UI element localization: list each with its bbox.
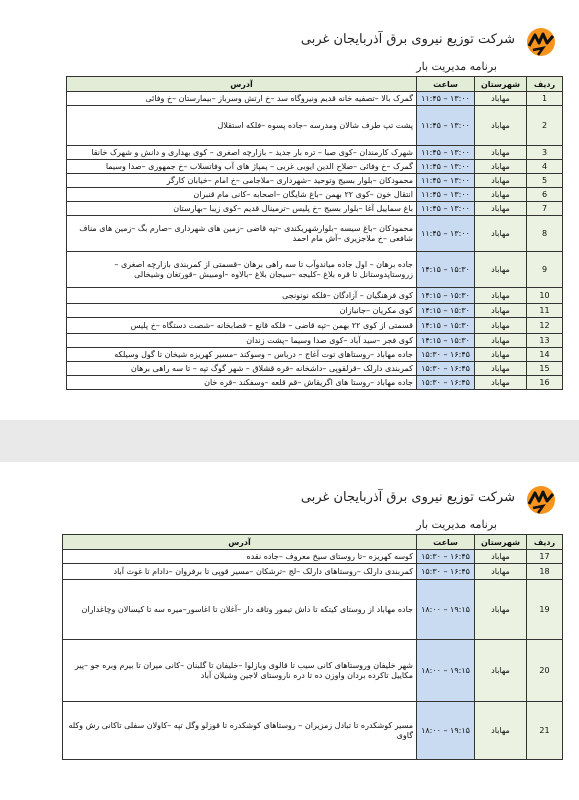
row-address: جاده برهان – اول جاده میاندوآب تا سه راهی برهان –قسمتی از کمربندی بازارچه اصغری –زروستاپدوستانل تا قره بلاغ –کلیجه –سیجان بلاغ –بالاوه –اومبیش –قورتغان وشیخالی	[67, 252, 417, 288]
header-index: ردیف	[527, 535, 563, 550]
row-address: شهر خلیفان وروستاهای کانی سیب تا قالوی وبازلوا –خلیفان تا گلبنان –کانی میران تا بیرم وبره جو –پیر مکاییل تاکرده بردان واوزن ده تا دره ناروستای لاجین وشیلان آباد	[63, 640, 417, 702]
row-index: 14	[527, 348, 563, 362]
table-header-row	[67, 77, 563, 92]
row-city: مهاباد	[475, 106, 527, 146]
row-city: مهاباد	[475, 304, 527, 318]
row-address: جاده مهاباد از روستای کیتکه تا داش تیمور وتاقه دار –آغلان تا اغاسور–میره سه تا کیسالان وچاغداران	[63, 580, 417, 640]
row-time: ۱۴:۱۵ – ۱۵:۳۰	[417, 288, 475, 304]
row-city: مهاباد	[475, 92, 527, 106]
row-address: کمربندی دارلک –روستاهای دارلک –لج –ترشکان –مسیر قوپی تا برفروان –دادام تا غوث آباد	[63, 564, 417, 580]
row-city: مهاباد	[475, 640, 527, 702]
row-address: کوی فجر –سید آباد –کوی صدا وسیما –پشت زندان	[67, 334, 417, 348]
row-index: 12	[527, 318, 563, 334]
table-row	[67, 288, 563, 304]
table-body	[63, 550, 563, 760]
table-row	[67, 174, 563, 188]
table-row	[67, 106, 563, 146]
row-address: محمودکان –بلوار بسیج وتوحید –شهرداری –ملاجامی –خ امام –خیابان کارگر	[67, 174, 417, 188]
row-index: 7	[527, 202, 563, 216]
table-row	[63, 640, 563, 702]
row-city: مهاباد	[475, 376, 527, 390]
row-time: ۱۱:۴۵ – ۱۳:۰۰	[417, 160, 475, 174]
row-index: 11	[527, 304, 563, 318]
row-time: ۱۵:۳۰ – ۱۶:۴۵	[417, 564, 475, 580]
header-city: شهرستان	[475, 77, 527, 92]
document-page-2	[0, 462, 579, 800]
row-index: 5	[527, 174, 563, 188]
row-time: ۱۵:۳۰ – ۱۶:۴۵	[417, 376, 475, 390]
company-name: شرکت توزیع نیروی برق آذربایجان غربی	[300, 490, 515, 505]
row-index: 10	[527, 288, 563, 304]
row-address: باغ سماییل آغا –بلوار بسیج –خ پلیس –ترمینال قدیم –کوی زیبا –بهارستان	[67, 202, 417, 216]
row-time: ۱۴:۱۵ – ۱۵:۳۰	[417, 334, 475, 348]
row-address: جاده مهاباد –روستا های اگریقاش –قم قلعه –وسفکند –قره خان	[67, 376, 417, 390]
row-time: ۱۴:۱۵ – ۱۵:۳۰	[417, 252, 475, 288]
row-time: ۱۴:۱۵ – ۱۵:۳۰	[417, 304, 475, 318]
row-city: مهاباد	[475, 550, 527, 564]
row-index: 17	[527, 550, 563, 564]
row-time: ۱۸:۰۰ – ۱۹:۱۵	[417, 702, 475, 760]
row-time: ۱۴:۱۵ – ۱۵:۳۰	[417, 318, 475, 334]
row-address: کوی فرهنگیان – آزادگان –فلکه نونونجی	[67, 288, 417, 304]
table-row	[67, 334, 563, 348]
row-address: قسمتی از کوی ۲۲ بهمن –تپه قاضی – فلکه قانع – قصابخانه –شصت دستگاه –خ پلیس	[67, 318, 417, 334]
table-row	[67, 216, 563, 252]
table-row	[67, 202, 563, 216]
table-row	[67, 348, 563, 362]
table-row	[67, 318, 563, 334]
row-city: مهاباد	[475, 564, 527, 580]
table-row	[67, 146, 563, 160]
row-address: شهرک کارمندان –کوی صبا – تره بار جدید – بازارچه اصغری – کوی بهداری و دانش و شهرک خانقا	[67, 146, 417, 160]
document-subtitle: برنامه مدیریت بار	[416, 60, 497, 73]
row-time: ۱۸:۰۰ – ۱۹:۱۵	[417, 640, 475, 702]
header-address: آدرس	[63, 535, 417, 550]
row-city: مهاباد	[475, 362, 527, 376]
row-address: محمودکان –باغ سیسه –بلوارشهریکندی –تپه قاضی –زمین های شهرداری –صارم بگ –زمین های مناف شافعی –خ ملاجزیری –آش مام احمد	[67, 216, 417, 252]
table-row	[67, 92, 563, 106]
row-city: مهاباد	[475, 318, 527, 334]
document-subtitle: برنامه مدیریت بار	[416, 518, 497, 531]
header-index: ردیف	[527, 77, 563, 92]
table-body	[67, 92, 563, 390]
row-time: ۱۱:۴۵ – ۱۳:۰۰	[417, 106, 475, 146]
row-index: 8	[527, 216, 563, 252]
row-index: 9	[527, 252, 563, 288]
row-address: مسیر کوشکدره تا تبادل زمزیران – روستاهای کوشکدره تا قوزلو وگل تپه –کاولان سفلی تاکانی رش وکله گاوی	[63, 702, 417, 760]
header-time: ساعت	[417, 535, 475, 550]
row-index: 3	[527, 146, 563, 160]
company-name: شرکت توزیع نیروی برق آذربایجان غربی	[300, 32, 515, 47]
row-time: ۱۸:۰۰ – ۱۹:۱۵	[417, 580, 475, 640]
row-index: 20	[527, 640, 563, 702]
row-time: ۱۱:۴۵ – ۱۳:۰۰	[417, 146, 475, 160]
row-time: ۱۵:۳۰ – ۱۶:۴۵	[417, 362, 475, 376]
row-index: 16	[527, 376, 563, 390]
table-row	[67, 188, 563, 202]
row-city: مهاباد	[475, 702, 527, 760]
row-city: مهاباد	[475, 160, 527, 174]
row-city: مهاباد	[475, 216, 527, 252]
row-address: پشت تپ طرف شالان ومدرسه –جاده پسوه –فلکه استقلال	[67, 106, 417, 146]
row-time: ۱۱:۴۵ – ۱۳:۰۰	[417, 216, 475, 252]
row-city: مهاباد	[475, 580, 527, 640]
header-time: ساعت	[417, 77, 475, 92]
page-gap	[0, 420, 579, 462]
table-row	[67, 362, 563, 376]
company-logo-icon	[523, 26, 559, 58]
schedule-table	[66, 76, 563, 390]
row-address: انتقال خون –کوی ۲۲ بهمن –باغ شایگان –اصحابه –کانی مام قنبران	[67, 188, 417, 202]
table-row	[63, 702, 563, 760]
row-time: ۱۵:۳۰ – ۱۶:۴۵	[417, 348, 475, 362]
table-row	[63, 550, 563, 564]
row-time: ۱۱:۴۵ – ۱۳:۰۰	[417, 174, 475, 188]
row-index: 4	[527, 160, 563, 174]
page-header	[259, 484, 559, 534]
row-index: 19	[527, 580, 563, 640]
table-row	[67, 304, 563, 318]
row-time: ۱۵:۳۰ – ۱۶:۴۵	[417, 550, 475, 564]
header-address: آدرس	[67, 77, 417, 92]
row-index: 15	[527, 362, 563, 376]
schedule-table	[62, 534, 563, 760]
table-row	[67, 376, 563, 390]
header-city: شهرستان	[475, 535, 527, 550]
row-city: مهاباد	[475, 252, 527, 288]
table-row	[63, 580, 563, 640]
row-city: مهاباد	[475, 188, 527, 202]
row-time: ۱۱:۴۵ – ۱۳:۰۰	[417, 92, 475, 106]
row-city: مهاباد	[475, 202, 527, 216]
row-time: ۱۱:۴۵ – ۱۳:۰۰	[417, 202, 475, 216]
company-logo-icon	[523, 484, 559, 516]
row-time: ۱۱:۴۵ – ۱۳:۰۰	[417, 188, 475, 202]
row-city: مهاباد	[475, 146, 527, 160]
row-city: مهاباد	[475, 334, 527, 348]
table-row	[67, 252, 563, 288]
row-city: مهاباد	[475, 174, 527, 188]
row-index: 13	[527, 334, 563, 348]
row-address: کمربندی دارلک –قرلقوپی –داشخانه –قره قشلاق – شهر گوگ تپه – تا سه راهی برهان	[67, 362, 417, 376]
row-index: 18	[527, 564, 563, 580]
row-city: مهاباد	[475, 348, 527, 362]
row-index: 1	[527, 92, 563, 106]
row-address: گمرک –خ وفائی –صلاح الدین ایوبی غربی – پمپاژ های آب وفاتسلاب –خ جمهوری –صدا وسیما	[67, 160, 417, 174]
page-header	[259, 26, 559, 76]
row-city: مهاباد	[475, 288, 527, 304]
table-header-row	[63, 535, 563, 550]
table-row	[63, 564, 563, 580]
row-address: گمرک بالا –تصفیه خانه قدیم ونیروگاه سد –خ ارتش وسرباز –بیمارستان –خ وفائی	[67, 92, 417, 106]
row-address: کوی مکریان –جانبازان	[67, 304, 417, 318]
row-address: کوسه کهریزه –تا روستای سیخ معروف –جاده نقده	[63, 550, 417, 564]
row-index: 21	[527, 702, 563, 760]
row-index: 2	[527, 106, 563, 146]
row-address: جاده مهاباد –روستاهای توت آغاج – درباس – وسوکند –مسیر کهریزه شیخان تا گول وسیلکه	[67, 348, 417, 362]
table-row	[67, 160, 563, 174]
row-index: 6	[527, 188, 563, 202]
